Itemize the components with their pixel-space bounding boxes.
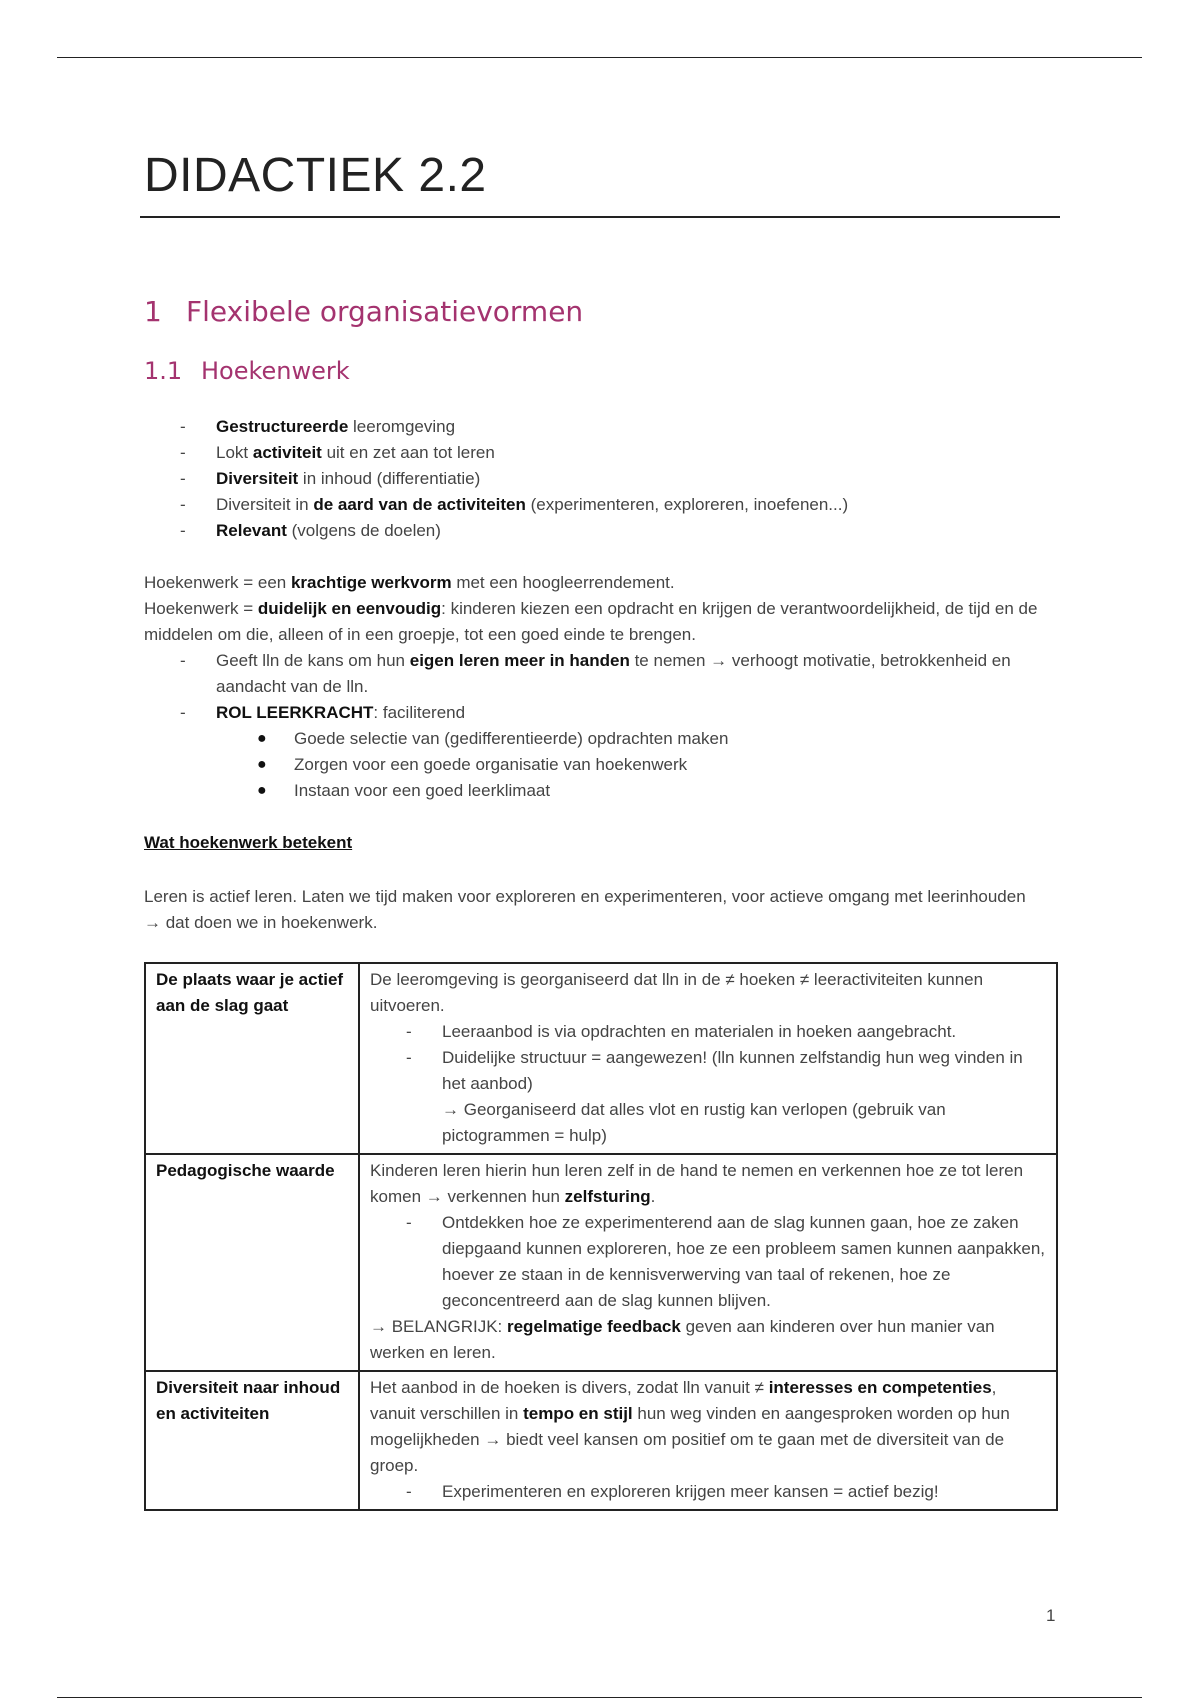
table-value-cell: De leeromgeving is georganiseerd dat lln in de ≠ hoeken ≠ leeractiviteiten kunnen uitvoeren. - Leeraanbod is via opdrachten en materialen in hoeken aangebracht. - Duidelijke structuur = aangewezen! (lln kunnen zelfstandig hun weg vinden in het aanbod) → Georganiseerd dat alles vlot en rustig kan verlopen (gebruik van pictogrammen = hulp) [359, 963, 1057, 1154]
dash-bullet: - [180, 521, 186, 540]
dash-bullet: - [406, 1048, 412, 1067]
list-item: - Experimenteren en exploreren krijgen meer kansen = actief bezig! [370, 1479, 1046, 1505]
table-row [145, 1154, 1057, 1371]
dash-bullet: - [406, 1213, 412, 1232]
list-item: - Ontdekken hoe ze experimenterend aan de slag kunnen gaan, hoe ze zaken diepgaand kunnen exploreren, hoe ze een probleem samen kunnen aanpakken, hoever ze staan in de kennisverwerving van taal of rekenen, hoe ze geconcentreerd aan de slag kunnen blijven. [370, 1210, 1046, 1314]
feature-list [144, 414, 1044, 544]
page-bottom-rule [57, 1697, 1142, 1698]
heading-1-1-number: 1.1 [144, 357, 183, 385]
dash-bullet: - [406, 1022, 412, 1041]
document-title: DIDACTIEK 2.2 [144, 149, 487, 202]
list-item: ● Instaan voor een goed leerklimaat [144, 778, 1044, 804]
important-note: → BELANGRIJK: regelmatige feedback geven aan kinderen over hun manier van werken en leren. [370, 1317, 995, 1362]
list-item: - Relevant (volgens de doelen) [144, 518, 1044, 544]
list-item: - Diversiteit in inhoud (differentiatie) [144, 466, 1044, 492]
page-top-rule [57, 57, 1142, 58]
bullet-dot-icon: ● [257, 730, 267, 747]
sub-list [144, 648, 1044, 804]
table-row [145, 963, 1057, 1154]
list-item: - Geeft lln de kans om hun eigen leren meer in handen te nemen → verhoogt motivatie, betrokkenheid en aandacht van de lln. [144, 648, 1044, 700]
list-item: - Leeraanbod is via opdrachten en materialen in hoeken aangebracht. [370, 1019, 1046, 1045]
heading-1-number: 1 [144, 295, 162, 328]
list-item: - Duidelijke structuur = aangewezen! (lln kunnen zelfstandig hun weg vinden in het aanbod) [370, 1045, 1046, 1097]
section-heading: Wat hoekenwerk betekent [144, 833, 353, 852]
bullet-dot-icon: ● [257, 756, 267, 773]
list-item: - Diversiteit in de aard van de activiteiten (experimenteren, exploreren, inoefenen...) [144, 492, 1044, 518]
paragraph-actief-leren: Leren is actief leren. Laten we tijd maken voor exploreren en experimenteren, voor actieve omgang met leerinhouden → dat doen we in hoekenwerk. [144, 887, 1026, 932]
dash-bullet: - [180, 417, 186, 436]
heading-1 [144, 295, 583, 328]
table-key-cell: De plaats waar je actief aan de slag gaat [145, 963, 359, 1154]
list-item: ● Zorgen voor een goede organisatie van hoekenwerk [144, 752, 1044, 778]
table-value-cell: Kinderen leren hierin hun leren zelf in de hand te nemen en verkennen hoe ze tot leren komen → verkennen hun zelfsturing. - Ontdekken hoe ze experimenterend aan de slag kunnen gaan, hoe ze zaken diepgaand kunnen exploreren, hoe ze een probleem samen kunnen aanpakken, hoever ze staan in de kennisverwerving van taal of rekenen, hoe ze geconcentreerd aan de slag kunnen blijven. → BELANGRIJK: regelmatige feedback geven aan kinderen over hun manier van werken en leren. [359, 1154, 1057, 1371]
dash-bullet: - [180, 495, 186, 514]
role-list [216, 726, 1044, 804]
dash-bullet: - [406, 1482, 412, 1501]
paragraph-krachtige-werkvorm: Hoekenwerk = een krachtige werkvorm met een hoogleerrendement. [144, 573, 675, 592]
table-key-cell: Diversiteit naar inhoud en activiteiten [145, 1371, 359, 1510]
heading-1-1-text: Hoekenwerk [201, 357, 350, 385]
dash-bullet: - [180, 651, 186, 670]
heading-1-text: Flexibele organisatievormen [186, 295, 584, 328]
list-item: - ROL LEERKRACHT: faciliterend ● Goede selectie van (gedifferentieerde) opdrachten maken ● Zorgen voor een goede organisatie van hoekenwerk ● Instaan voor een goed leerklimaat [144, 700, 1044, 804]
table-key-cell: Pedagogische waarde [145, 1154, 359, 1371]
table-row [145, 1371, 1057, 1510]
list-item: - Lokt activiteit uit en zet aan tot leren [144, 440, 1044, 466]
title-underline [140, 216, 1060, 218]
bullet-dot-icon: ● [257, 782, 267, 799]
paragraph-duidelijk: Hoekenwerk = duidelijk en eenvoudig: kinderen kiezen een opdracht en krijgen de verantwoordelijkheid, de tijd en de middelen om die, alleen of in een groepje, tot een goed einde te brengen. [144, 599, 1038, 644]
dash-bullet: - [180, 703, 186, 722]
table-value-cell: Het aanbod in de hoeken is divers, zodat lln vanuit ≠ interesses en competenties, vanuit verschillen in tempo en stijl hun weg vinden en aangesproken worden op hun mogelijkheden → biedt veel kansen om positief om te gaan met de diversiteit van de groep. - Experimenteren en exploreren krijgen meer kansen = actief bezig! [359, 1371, 1057, 1510]
arrow-note: → Georganiseerd dat alles vlot en rustig kan verlopen (gebruik van pictogrammen = hulp) [442, 1100, 946, 1145]
page-number: 1 [1046, 1606, 1056, 1625]
info-table [144, 962, 1058, 1511]
heading-1-1 [144, 357, 350, 385]
list-item: ● Goede selectie van (gedifferentieerde) opdrachten maken [144, 726, 1044, 752]
list-item: - Gestructureerde leeromgeving [144, 414, 1044, 440]
dash-bullet: - [180, 443, 186, 462]
dash-bullet: - [180, 469, 186, 488]
